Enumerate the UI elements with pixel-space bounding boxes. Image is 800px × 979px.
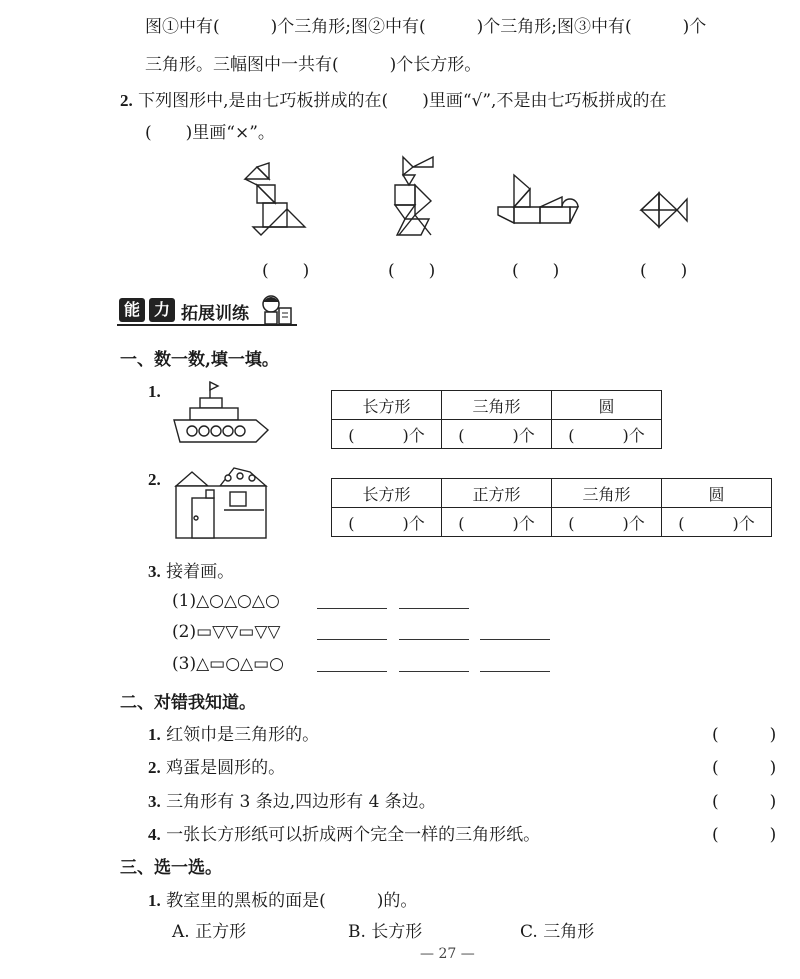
answer-blank[interactable]	[480, 625, 550, 640]
table-cell[interactable]: ( )个	[552, 420, 662, 449]
table-cell[interactable]: ( )个	[442, 420, 552, 449]
answer-paren[interactable]: ( )	[262, 261, 310, 281]
answer-blank[interactable]	[317, 594, 387, 609]
answer-paren[interactable]: ( )	[640, 261, 688, 281]
answer-paren[interactable]: ( )	[512, 261, 560, 281]
table-header: 圆	[662, 479, 772, 508]
question-number: 1.	[148, 382, 161, 401]
banner-title: 拓展训练	[181, 304, 249, 324]
table-header: 长方形	[332, 479, 442, 508]
sequence: (3)△▭○△▭○	[172, 654, 285, 674]
question-text: 三角形有 3 条边,四边形有 4 条边。	[166, 792, 436, 812]
text-line: 图①中有( )个三角形;图②中有( )个三角形;图③中有( )个	[145, 17, 707, 37]
answer-paren[interactable]: ( )	[712, 758, 777, 778]
tangram-figure-2	[395, 157, 433, 235]
question-text: 鸡蛋是圆形的。	[166, 758, 286, 778]
count-table-2	[331, 478, 772, 537]
question-number: 3.	[148, 562, 161, 581]
question-number: 3.	[148, 792, 161, 811]
answer-paren[interactable]: ( )	[712, 725, 777, 745]
table-header: 圆	[552, 391, 662, 420]
answer-blank[interactable]	[317, 657, 387, 672]
question-number: 2.	[148, 758, 161, 777]
text-line: 三角形。三幅图中一共有( )个长方形。	[145, 55, 482, 75]
question-text: ( )里画“×”。	[145, 123, 275, 143]
table-header: 三角形	[442, 391, 552, 420]
answer-blank[interactable]	[480, 657, 550, 672]
ship-picture	[170, 378, 275, 453]
tangram-figure-1	[245, 163, 305, 235]
question-number: 4.	[148, 825, 161, 844]
option-a[interactable]: A. 正方形	[172, 922, 247, 942]
section-title: 一、数一数,填一填。	[120, 350, 279, 370]
table-cell[interactable]: ( )个	[552, 508, 662, 537]
question-text: 接着画。	[166, 562, 235, 582]
student-mascot-icon	[257, 294, 297, 328]
tangram-figure-3	[498, 175, 578, 223]
page-number: — 27 —	[420, 946, 475, 962]
section-title: 三、选一选。	[120, 858, 222, 878]
question-number: 2.	[148, 470, 161, 489]
table-header: 长方形	[332, 391, 442, 420]
option-b[interactable]: B. 长方形	[348, 922, 423, 942]
sequence: (1)△○△○△○	[172, 591, 280, 611]
table-header: 正方形	[442, 479, 552, 508]
section-banner	[117, 294, 302, 328]
table-cell[interactable]: ( )个	[332, 508, 442, 537]
table-header: 三角形	[552, 479, 662, 508]
table-cell[interactable]: ( )个	[662, 508, 772, 537]
tangram-figures	[235, 155, 695, 245]
answer-blank[interactable]	[399, 594, 469, 609]
answer-paren[interactable]: ( )	[712, 792, 777, 812]
table-cell[interactable]: ( )个	[442, 508, 552, 537]
house-picture	[172, 466, 272, 544]
answer-blank[interactable]	[399, 657, 469, 672]
option-c[interactable]: C. 三角形	[520, 922, 595, 942]
table-cell[interactable]: ( )个	[332, 420, 442, 449]
answer-blank[interactable]	[399, 625, 469, 640]
answer-blank[interactable]	[317, 625, 387, 640]
sequence: (2)▭▽▽▭▽▽	[172, 622, 281, 642]
banner-badge: 能	[119, 298, 145, 322]
question-number: 1.	[148, 725, 161, 744]
banner-badge: 力	[149, 298, 175, 322]
section-title: 二、对错我知道。	[120, 693, 256, 713]
question-number: 2.	[120, 91, 133, 110]
question-text: 教室里的黑板的面是( )的。	[166, 891, 418, 911]
question-text: 下列图形中,是由七巧板拼成的在( )里画“√”,不是由七巧板拼成的在	[138, 91, 667, 111]
count-table-1	[331, 390, 662, 449]
answer-paren[interactable]: ( )	[712, 825, 777, 845]
tangram-figure-4	[641, 193, 687, 227]
question-text: 一张长方形纸可以折成两个完全一样的三角形纸。	[166, 825, 541, 845]
answer-paren[interactable]: ( )	[388, 261, 436, 281]
question-text: 红领巾是三角形的。	[166, 725, 320, 745]
question-number: 1.	[148, 891, 161, 910]
